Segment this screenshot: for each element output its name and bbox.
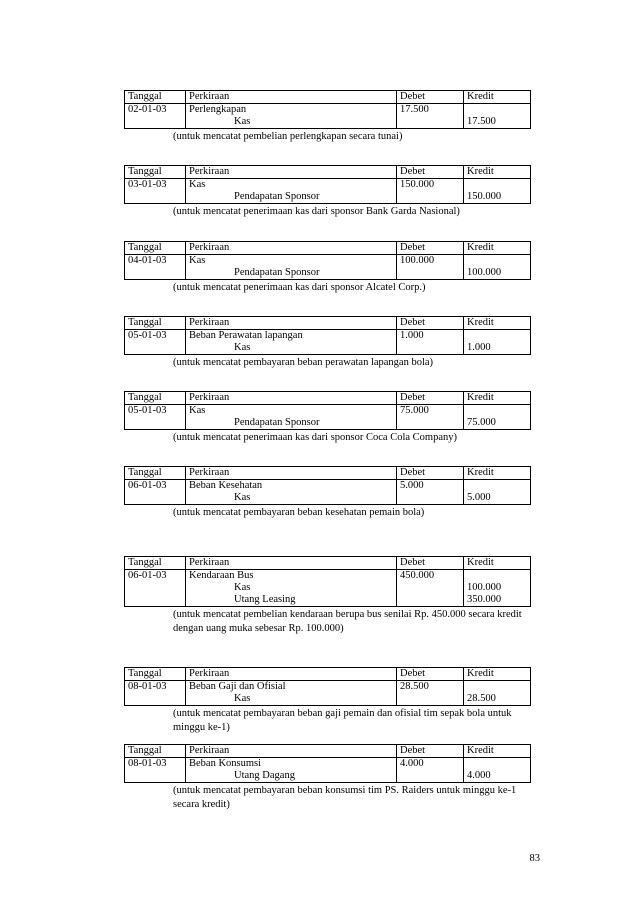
entry-credit-cell <box>464 570 531 607</box>
journal-entry <box>124 90 530 144</box>
debit-amount: 75.000 <box>400 405 429 416</box>
credit-spacer <box>467 570 527 582</box>
debit-account: Beban Perawatan lapangan <box>189 330 303 341</box>
debit-amount: 1.000 <box>400 330 424 341</box>
journal-table <box>124 556 531 607</box>
header-row <box>125 242 531 255</box>
entry-row <box>125 570 531 607</box>
debit-amount: 450.000 <box>400 570 435 581</box>
entry-date-cell <box>125 758 186 783</box>
debit-amount: 17.500 <box>400 104 429 115</box>
header-date: Tanggal <box>125 745 186 758</box>
header-credit: Kredit <box>464 467 531 480</box>
entry-date: 03-01-03 <box>128 179 167 190</box>
debit-account: Beban Konsumsi <box>189 758 262 769</box>
header-debit: Debet <box>397 317 464 330</box>
header-account: Perkiraan <box>186 317 397 330</box>
debit-account: Kas <box>189 255 206 266</box>
journal-entry <box>124 556 530 636</box>
header-row <box>125 91 531 104</box>
journal-entry <box>124 391 530 445</box>
credit-account: Kas <box>234 582 251 593</box>
header-account: Perkiraan <box>186 392 397 405</box>
entry-date: 05-01-03 <box>128 405 167 416</box>
entry-note: (untuk mencatat pembayaran beban gaji pemain dan ofisial tim sepak bola untuk minggu ke-1) <box>173 708 512 733</box>
journal-entry <box>124 241 530 295</box>
header-credit: Kredit <box>464 745 531 758</box>
header-row <box>125 317 531 330</box>
entry-account-cell <box>186 255 397 280</box>
credit-account: Utang Dagang <box>234 770 295 781</box>
header-account: Perkiraan <box>186 91 397 104</box>
journal-table <box>124 667 531 706</box>
journal-entry <box>124 744 530 812</box>
journal-entry <box>124 667 530 735</box>
entry-account-cell <box>186 570 397 607</box>
entry-debit-cell <box>397 480 464 505</box>
header-row <box>125 467 531 480</box>
debit-account: Kas <box>189 179 206 190</box>
credit-account: Kas <box>234 693 251 704</box>
header-credit: Kredit <box>464 317 531 330</box>
header-credit: Kredit <box>464 91 531 104</box>
credit-account: Kas <box>234 116 251 127</box>
entry-debit-cell <box>397 570 464 607</box>
header-debit: Debet <box>397 668 464 681</box>
credit-spacer <box>467 179 527 191</box>
debit-account: Kendaraan Bus <box>189 570 254 581</box>
header-date: Tanggal <box>125 668 186 681</box>
entry-date-cell <box>125 570 186 607</box>
entry-account-cell <box>186 480 397 505</box>
entry-note: (untuk mencatat pembayaran beban perawatan lapangan bola) <box>173 357 434 368</box>
credit-spacer <box>467 758 527 770</box>
entry-row <box>125 255 531 280</box>
debit-account: Perlengkapan <box>189 104 247 115</box>
header-account: Perkiraan <box>186 242 397 255</box>
entry-credit-cell <box>464 330 531 355</box>
credit-spacer <box>467 330 527 342</box>
credit-spacer <box>467 681 527 693</box>
entry-account-cell <box>186 681 397 706</box>
header-debit: Debet <box>397 91 464 104</box>
entry-credit-cell <box>464 758 531 783</box>
credit-account: Kas <box>234 492 251 503</box>
journal-table <box>124 744 531 783</box>
header-row <box>125 745 531 758</box>
header-date: Tanggal <box>125 91 186 104</box>
debit-account: Beban Gaji dan Ofisial <box>189 681 286 692</box>
entry-date-cell <box>125 480 186 505</box>
journal-table <box>124 241 531 280</box>
entry-row <box>125 179 531 204</box>
header-row <box>125 392 531 405</box>
header-debit: Debet <box>397 166 464 179</box>
entry-date: 04-01-03 <box>128 255 167 266</box>
entry-debit-cell <box>397 104 464 129</box>
entry-row <box>125 480 531 505</box>
credit-account: Pendapatan Sponsor <box>234 417 320 428</box>
entry-credit-cell <box>464 681 531 706</box>
debit-amount: 150.000 <box>400 179 435 190</box>
entry-date: 06-01-03 <box>128 480 167 491</box>
header-account: Perkiraan <box>186 467 397 480</box>
debit-amount: 28.500 <box>400 681 429 692</box>
header-date: Tanggal <box>125 317 186 330</box>
credit-spacer <box>467 255 527 267</box>
entry-debit-cell <box>397 405 464 430</box>
credit-spacer <box>467 480 527 492</box>
credit-spacer <box>467 104 527 116</box>
credit-amount: 350.000 <box>467 594 502 605</box>
header-date: Tanggal <box>125 467 186 480</box>
header-row <box>125 668 531 681</box>
credit-amount: 150.000 <box>467 191 502 202</box>
header-account: Perkiraan <box>186 166 397 179</box>
entry-account-cell <box>186 330 397 355</box>
credit-account: Kas <box>234 342 251 353</box>
entry-date-cell <box>125 179 186 204</box>
entry-credit-cell <box>464 179 531 204</box>
entry-debit-cell <box>397 681 464 706</box>
header-credit: Kredit <box>464 392 531 405</box>
debit-amount: 100.000 <box>400 255 435 266</box>
entry-row <box>125 330 531 355</box>
credit-amount: 75.000 <box>467 417 496 428</box>
journal-entry <box>124 316 530 370</box>
credit-amount: 28.500 <box>467 693 496 704</box>
header-date: Tanggal <box>125 392 186 405</box>
entry-credit-cell <box>464 104 531 129</box>
entry-credit-cell <box>464 480 531 505</box>
entry-date: 06-01-03 <box>128 570 167 581</box>
header-debit: Debet <box>397 745 464 758</box>
entry-date-cell <box>125 405 186 430</box>
entry-date: 02-01-03 <box>128 104 167 115</box>
journal-entry <box>124 165 530 219</box>
entry-note: (untuk mencatat pembayaran beban konsumsi tim PS. Raiders untuk minggu ke-1 secara kredit) <box>173 785 517 810</box>
header-account: Perkiraan <box>186 557 397 570</box>
entry-date-cell <box>125 255 186 280</box>
entry-debit-cell <box>397 179 464 204</box>
credit-amount: 4.000 <box>467 770 491 781</box>
credit-amount: 100.000 <box>467 582 502 593</box>
entry-date-cell <box>125 681 186 706</box>
entry-row <box>125 104 531 129</box>
debit-account: Beban Kesehatan <box>189 480 263 491</box>
credit-account: Utang Leasing <box>234 594 296 605</box>
header-account: Perkiraan <box>186 745 397 758</box>
entry-row <box>125 758 531 783</box>
credit-account: Pendapatan Sponsor <box>234 191 320 202</box>
debit-amount: 4.000 <box>400 758 424 769</box>
debit-account: Kas <box>189 405 206 416</box>
header-row <box>125 557 531 570</box>
entry-date-cell <box>125 330 186 355</box>
entry-note: (untuk mencatat pembayaran beban kesehatan pemain bola) <box>173 507 425 518</box>
header-debit: Debet <box>397 467 464 480</box>
entry-account-cell <box>186 758 397 783</box>
header-credit: Kredit <box>464 242 531 255</box>
entry-note: (untuk mencatat pembelian perlengkapan secara tunai) <box>173 131 403 142</box>
entry-debit-cell <box>397 758 464 783</box>
entry-credit-cell <box>464 255 531 280</box>
header-date: Tanggal <box>125 166 186 179</box>
entry-note: (untuk mencatat pembelian kendaraan berupa bus senilai Rp. 450.000 secara kredit dengan uang muka sebesar Rp. 100.000) <box>173 609 522 634</box>
debit-amount: 5.000 <box>400 480 424 491</box>
entry-account-cell <box>186 405 397 430</box>
header-debit: Debet <box>397 392 464 405</box>
header-debit: Debet <box>397 557 464 570</box>
header-debit: Debet <box>397 242 464 255</box>
credit-amount: 100.000 <box>467 267 502 278</box>
entry-row <box>125 405 531 430</box>
entry-debit-cell <box>397 330 464 355</box>
entry-credit-cell <box>464 405 531 430</box>
header-date: Tanggal <box>125 242 186 255</box>
header-credit: Kredit <box>464 166 531 179</box>
page-number: 83 <box>529 853 540 864</box>
header-credit: Kredit <box>464 557 531 570</box>
entry-date: 08-01-03 <box>128 681 167 692</box>
entry-debit-cell <box>397 255 464 280</box>
entry-note: (untuk mencatat penerimaan kas dari sponsor Alcatel Corp.) <box>173 282 426 293</box>
credit-spacer <box>467 405 527 417</box>
journal-table <box>124 391 531 430</box>
credit-amount: 17.500 <box>467 116 496 127</box>
entry-date: 05-01-03 <box>128 330 167 341</box>
journal-table <box>124 90 531 129</box>
header-credit: Kredit <box>464 668 531 681</box>
entry-note: (untuk mencatat penerimaan kas dari sponsor Coca Cola Company) <box>173 432 458 443</box>
header-date: Tanggal <box>125 557 186 570</box>
journal-table <box>124 466 531 505</box>
entry-date-cell <box>125 104 186 129</box>
header-account: Perkiraan <box>186 668 397 681</box>
credit-amount: 5.000 <box>467 492 491 503</box>
credit-account: Pendapatan Sponsor <box>234 267 320 278</box>
journal-table <box>124 165 531 204</box>
entry-account-cell <box>186 104 397 129</box>
entry-account-cell <box>186 179 397 204</box>
entry-date: 08-01-03 <box>128 758 167 769</box>
entry-note: (untuk mencatat penerimaan kas dari sponsor Bank Garda Nasional) <box>173 206 460 217</box>
entry-row <box>125 681 531 706</box>
journal-entry <box>124 466 530 520</box>
header-row <box>125 166 531 179</box>
journal-table <box>124 316 531 355</box>
credit-amount: 1.000 <box>467 342 491 353</box>
